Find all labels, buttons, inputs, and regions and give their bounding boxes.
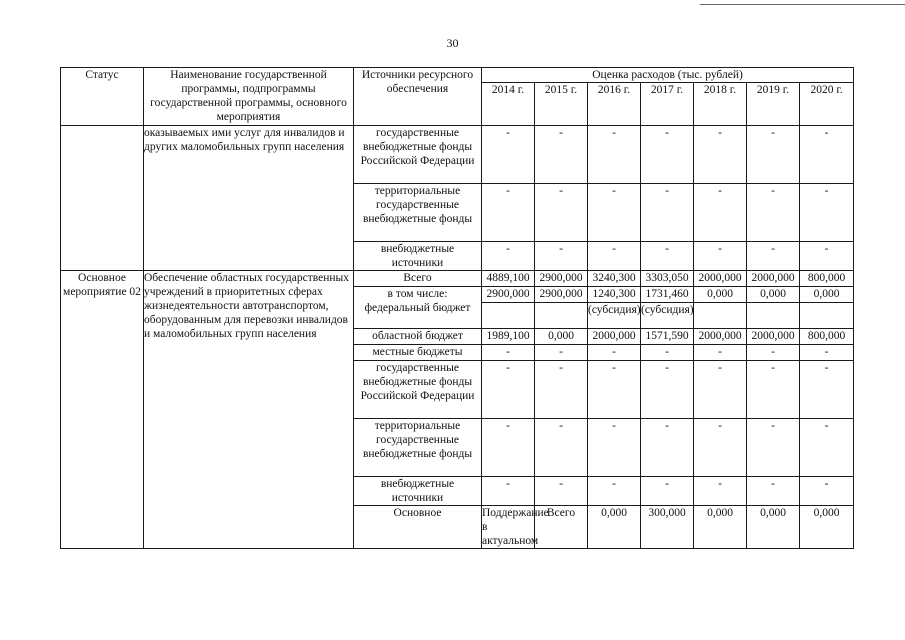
value-cell: - <box>641 126 694 184</box>
table-row <box>61 271 854 287</box>
source-cell: областной бюджет <box>354 329 482 345</box>
note-cell <box>800 303 854 329</box>
source-cell <box>354 287 482 329</box>
budget-table <box>60 67 854 549</box>
value-cell: - <box>800 242 854 271</box>
event-name-cell: Поддержание в актуальном <box>482 507 549 547</box>
value-cell: 2000,000 <box>588 329 641 345</box>
value-cell: 0,000 <box>747 506 800 549</box>
value-cell: 2000,000 <box>747 329 800 345</box>
value-cell: - <box>747 419 800 477</box>
header-year: 2017 г. <box>641 83 694 126</box>
value-cell: - <box>588 477 641 506</box>
value-cell: - <box>482 126 535 184</box>
value-cell: - <box>747 361 800 419</box>
header-source: Источники ресурсного обеспечения <box>354 68 482 126</box>
header-status: Статус <box>61 68 144 126</box>
value-cell: - <box>588 242 641 271</box>
value-cell: - <box>588 419 641 477</box>
status-cell <box>61 126 144 271</box>
value-cell: - <box>535 477 588 506</box>
value-cell: - <box>482 419 535 477</box>
header-year: 2019 г. <box>747 83 800 126</box>
value-cell: - <box>482 242 535 271</box>
value-cell: 2000,000 <box>747 271 800 287</box>
source-label-top: в том числе: <box>387 288 448 300</box>
value-cell: - <box>800 345 854 361</box>
value-cell: - <box>641 419 694 477</box>
value-cell: - <box>482 184 535 242</box>
value-cell: 4889,100 <box>482 271 535 287</box>
value-cell: 2900,000 <box>535 287 588 303</box>
value-cell: 1731,460 <box>641 287 694 303</box>
value-cell: - <box>641 242 694 271</box>
value-cell: - <box>800 126 854 184</box>
value-cell: - <box>800 477 854 506</box>
value-cell: 3303,050 <box>641 271 694 287</box>
header-row <box>61 68 854 83</box>
value-cell: - <box>588 361 641 419</box>
note-cell <box>535 303 588 329</box>
source-cell: внебюджетные источники <box>354 242 482 271</box>
value-cell: - <box>641 184 694 242</box>
table-row <box>61 126 854 184</box>
value-cell: - <box>800 184 854 242</box>
value-cell: - <box>747 477 800 506</box>
event-status-cell: Основное <box>354 506 482 549</box>
value-cell: 0,000 <box>694 506 747 549</box>
value-cell: 300,000 <box>641 506 694 549</box>
header-year: 2014 г. <box>482 83 535 126</box>
value-cell: 1571,590 <box>641 329 694 345</box>
header-year: 2018 г. <box>694 83 747 126</box>
event-name-cell: Обеспечение областных государственных учреждений в приоритетных сферах жизнедеятельности автотранспортом, оборудованным для перевозки инвалидов и маломобильных групп населения <box>144 271 354 549</box>
value-cell: 0,000 <box>694 287 747 303</box>
value-cell: - <box>694 184 747 242</box>
value-cell: 0,000 <box>800 506 854 549</box>
value-cell: 800,000 <box>800 271 854 287</box>
value-cell: - <box>641 345 694 361</box>
source-cell: государственные внебюджетные фонды Российской Федерации <box>354 126 482 184</box>
value-cell: - <box>694 242 747 271</box>
value-cell: - <box>588 345 641 361</box>
value-cell: 2900,000 <box>482 287 535 303</box>
value-cell: - <box>588 184 641 242</box>
note-cell <box>694 303 747 329</box>
value-cell: - <box>482 345 535 361</box>
value-cell: - <box>747 345 800 361</box>
value-cell: - <box>535 345 588 361</box>
value-cell: 2000,000 <box>694 271 747 287</box>
value-cell: - <box>694 126 747 184</box>
value-cell: 0,000 <box>747 287 800 303</box>
value-cell: 3240,300 <box>588 271 641 287</box>
value-cell: - <box>694 477 747 506</box>
value-cell: - <box>747 184 800 242</box>
event-status-cell: Основное мероприятие 02 <box>61 271 144 549</box>
event-name-cell: оказываемых ими услуг для инвалидов и других маломобильных групп населения <box>144 126 354 271</box>
value-cell: - <box>800 419 854 477</box>
value-cell: - <box>747 242 800 271</box>
value-cell: 800,000 <box>800 329 854 345</box>
source-cell: Всего <box>535 506 588 549</box>
value-cell: 2900,000 <box>535 271 588 287</box>
value-cell: - <box>694 419 747 477</box>
value-cell: - <box>694 345 747 361</box>
value-cell: - <box>535 419 588 477</box>
value-cell: - <box>482 361 535 419</box>
header-estimate: Оценка расходов (тыс. рублей) <box>482 68 854 83</box>
value-cell: 0,000 <box>800 287 854 303</box>
value-cell: - <box>694 361 747 419</box>
value-cell: - <box>641 361 694 419</box>
value-cell: - <box>535 184 588 242</box>
value-cell: - <box>535 361 588 419</box>
value-cell: 0,000 <box>588 506 641 549</box>
note-cell: (субсидия) <box>588 303 641 329</box>
source-cell: государственные внебюджетные фонды Российской Федерации <box>354 361 482 419</box>
header-year: 2016 г. <box>588 83 641 126</box>
scan-edge-line <box>700 4 905 5</box>
value-cell: - <box>535 126 588 184</box>
value-cell: 1989,100 <box>482 329 535 345</box>
source-cell: местные бюджеты <box>354 345 482 361</box>
value-cell: - <box>588 126 641 184</box>
value-cell: 2000,000 <box>694 329 747 345</box>
value-cell: - <box>747 126 800 184</box>
value-cell: - <box>535 242 588 271</box>
value-cell: 1240,300 <box>588 287 641 303</box>
value-cell: 0,000 <box>535 329 588 345</box>
page-number: 30 <box>446 36 459 50</box>
note-cell <box>482 303 535 329</box>
header-year: 2020 г. <box>800 83 854 126</box>
note-cell <box>747 303 800 329</box>
source-cell: внебюджетные источники <box>354 477 482 506</box>
source-cell: территориальные государственные внебюджетные фонды <box>354 184 482 242</box>
source-label-bottom: федеральный бюджет <box>364 302 471 314</box>
note-cell: (субсидия) <box>641 303 694 329</box>
value-cell: - <box>482 477 535 506</box>
header-name: Наименование государственной программы, подпрограммы государственной программы, основного мероприятия <box>144 68 354 126</box>
source-cell: территориальные государственные внебюджетные фонды <box>354 419 482 477</box>
header-year: 2015 г. <box>535 83 588 126</box>
source-cell: Всего <box>354 271 482 287</box>
value-cell: - <box>641 477 694 506</box>
value-cell: - <box>800 361 854 419</box>
